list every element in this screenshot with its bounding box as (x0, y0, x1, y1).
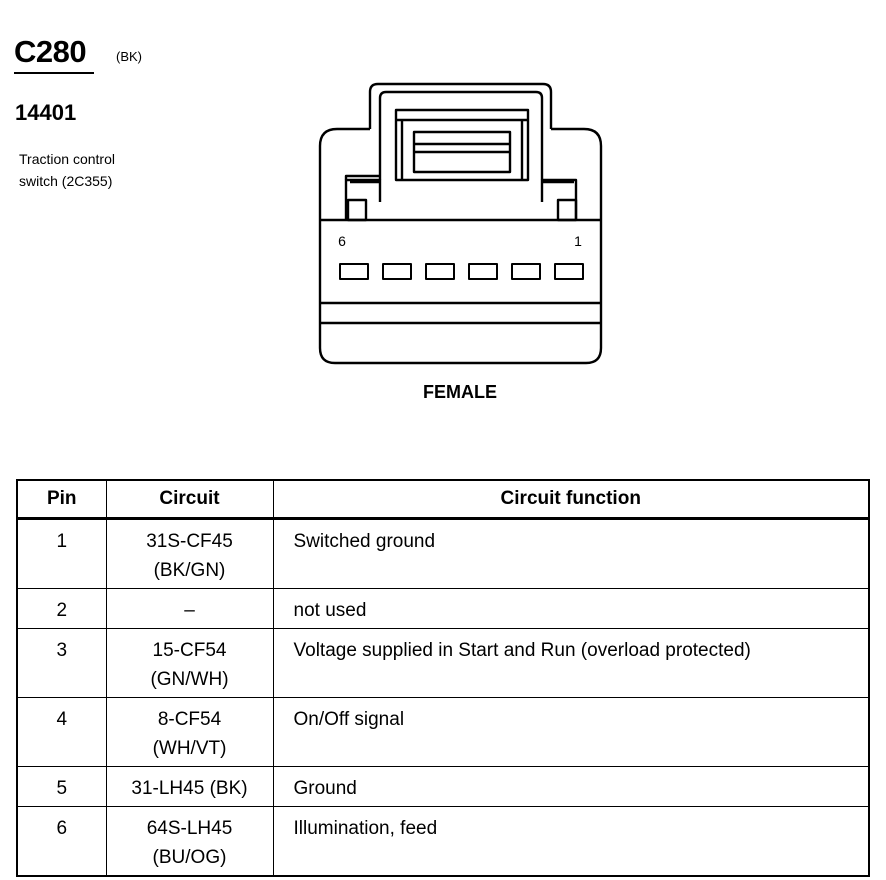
circuit-function: Voltage supplied in Start and Run (overload protected) (273, 629, 869, 698)
part-number: 14401 (15, 100, 77, 125)
circuit-line: (GN/WH) (150, 669, 229, 690)
circuit-line: (BK/GN) (153, 560, 226, 581)
pin-number: 1 (17, 519, 106, 589)
circuit-line: 8-CF54 (157, 709, 222, 730)
table-row (17, 807, 869, 877)
circuit-line: (WH/VT) (152, 738, 227, 759)
connector-housing (320, 129, 601, 363)
circuit-line: 15-CF54 (152, 640, 227, 661)
circuit-code (106, 519, 273, 589)
circuit-code (106, 698, 273, 767)
table-row (17, 589, 869, 629)
pin-cavity-6 (340, 264, 368, 279)
table-row (17, 698, 869, 767)
component-name-line-1: Traction control (19, 151, 115, 167)
component-name (19, 148, 169, 192)
header-circuit: Circuit (106, 480, 273, 519)
circuit-line: (BU/OG) (152, 847, 227, 868)
table-row (17, 629, 869, 698)
pin-cavities (340, 264, 583, 279)
circuit-function: On/Off signal (273, 698, 869, 767)
header-circuit-function: Circuit function (273, 480, 869, 519)
table-header-row (17, 480, 869, 519)
pin-number: 6 (17, 807, 106, 877)
circuit-function: not used (273, 589, 869, 629)
component-name-line-2: switch (2C355) (19, 173, 113, 189)
circuit-function: Illumination, feed (273, 807, 869, 877)
table-row (17, 767, 869, 807)
connector-face-diagram (318, 80, 608, 370)
pin-cavity-5 (383, 264, 411, 279)
circuit-line: 64S-LH45 (146, 818, 233, 839)
pin-1-label: 1 (574, 233, 582, 249)
circuit-code (106, 767, 273, 807)
circuit-code (106, 589, 273, 629)
pin-cavity-4 (426, 264, 454, 279)
circuit-line: 31-LH45 (BK) (131, 778, 248, 799)
connector-id: C280 (14, 34, 87, 69)
pin-number: 5 (17, 767, 106, 807)
circuit-function: Ground (273, 767, 869, 807)
pin-number: 2 (17, 589, 106, 629)
table-row (17, 519, 869, 589)
connector-color: (BK) (116, 49, 142, 64)
circuit-function: Switched ground (273, 519, 869, 589)
pin-6-label: 6 (338, 233, 346, 249)
circuit-code (106, 807, 273, 877)
view-label: FEMALE (423, 382, 497, 402)
pin-table (16, 479, 870, 877)
circuit-code (106, 629, 273, 698)
header-pin: Pin (17, 480, 106, 519)
circuit-line: 31S-CF45 (146, 531, 233, 552)
pin-number: 3 (17, 629, 106, 698)
connector-latch (370, 84, 551, 180)
circuit-line: – (184, 600, 195, 621)
pin-cavity-1 (555, 264, 583, 279)
connector-id-underline (14, 72, 94, 74)
pin-cavity-3 (469, 264, 497, 279)
pin-cavity-2 (512, 264, 540, 279)
pin-number: 4 (17, 698, 106, 767)
